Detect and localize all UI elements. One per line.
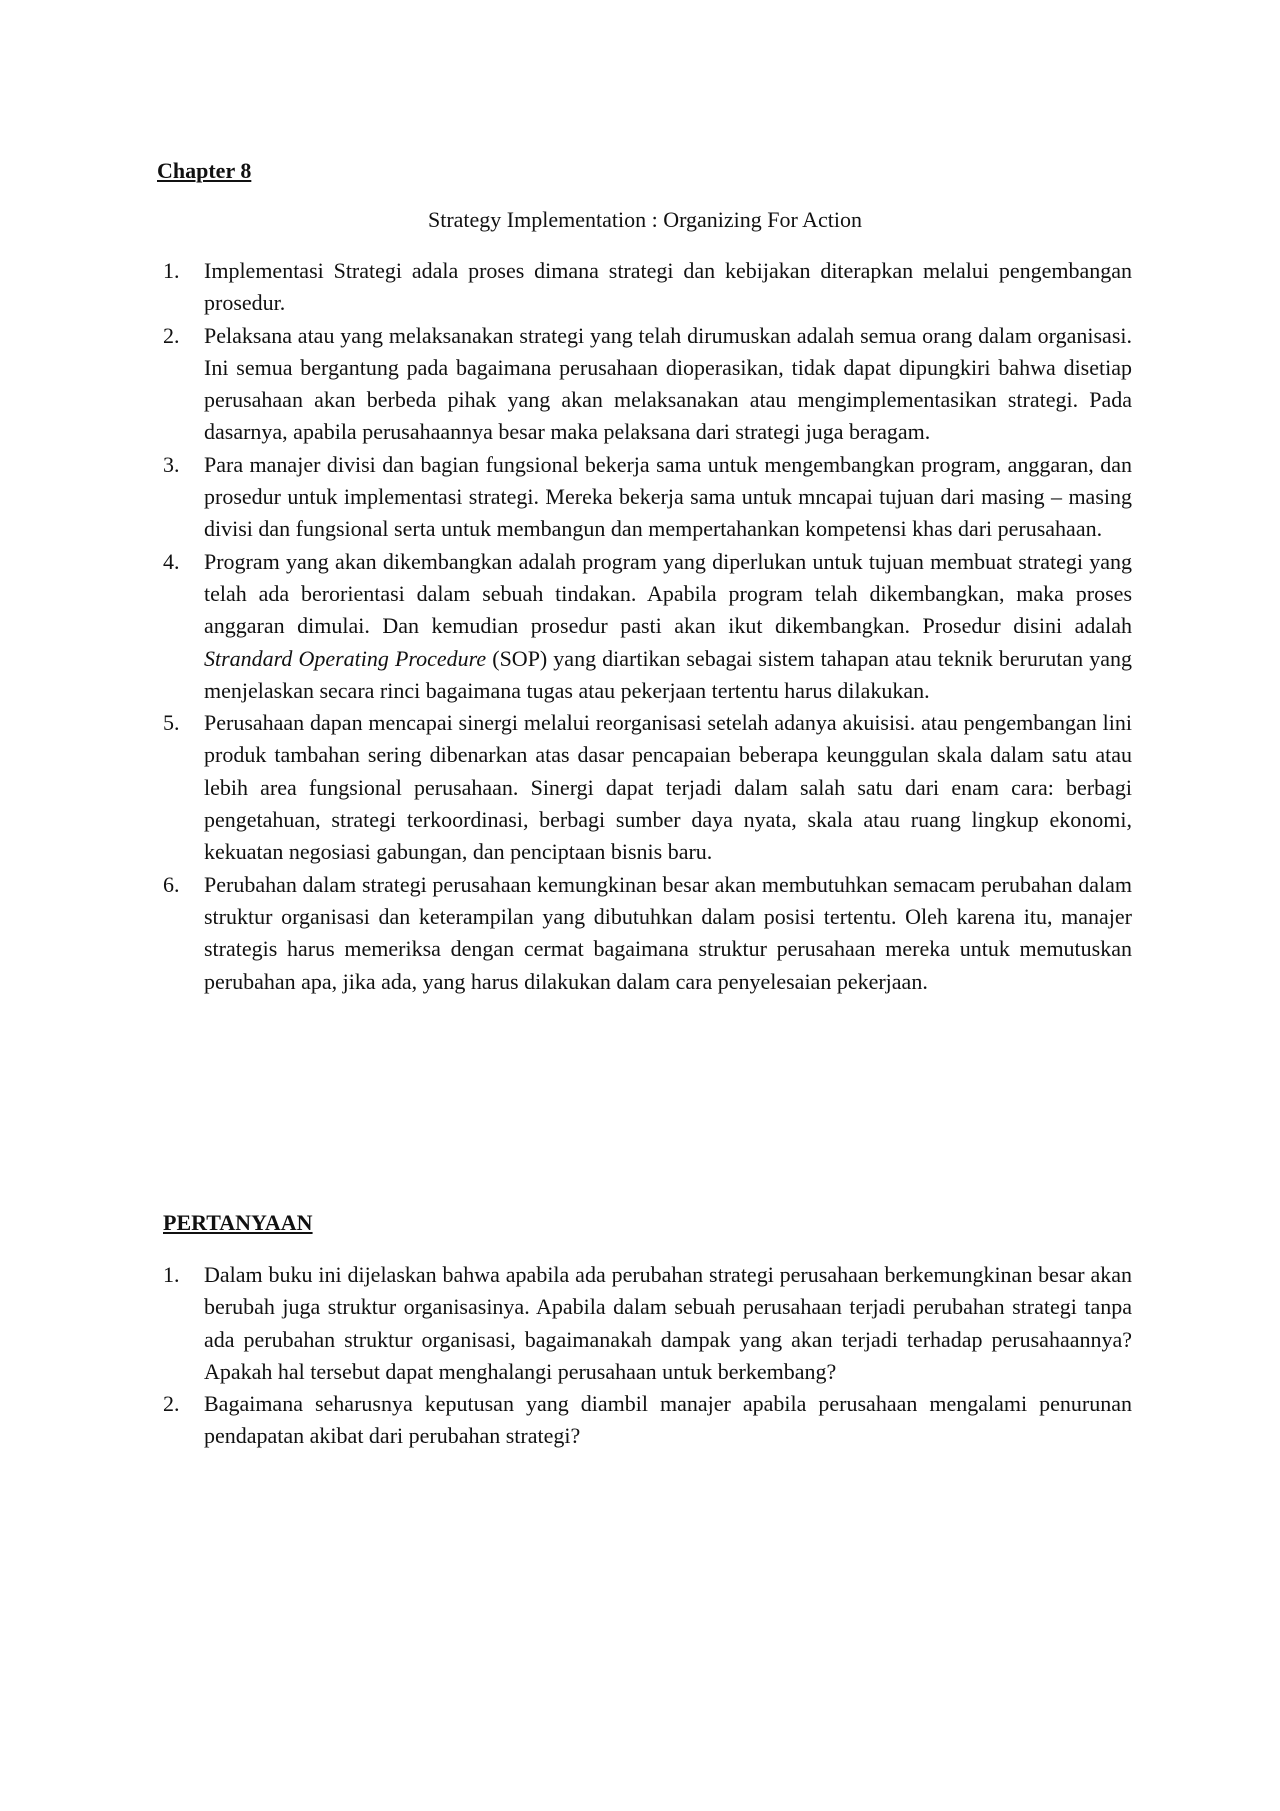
item-text-italic: Strandard Operating Procedure xyxy=(204,645,487,671)
list-item xyxy=(163,546,1132,707)
questions-list xyxy=(163,1259,1132,1453)
item-number: 2. xyxy=(163,322,180,348)
chapter-heading: Chapter 8 xyxy=(157,158,252,183)
item-text: Implementasi Strategi adala proses dimana strategi dan kebijakan diterapkan melalui pengembangan prosedur. xyxy=(204,258,1132,316)
list-item xyxy=(163,869,1132,998)
item-number: 5. xyxy=(163,710,180,736)
item-text: Perusahaan dapan mencapai sinergi melalui reorganisasi setelah adanya akuisisi. atau pengembangan lini produk tambahan sering dibenarkan atas dasar pencapaian beberapa keunggulan skala dalam satu atau lebih area fungsional perusahaan. Sinergi dapat terjadi dalam salah satu dari enam cara: berbagi pengetahuan, strategi terkoordinasi, berbagi sumber daya nyata, skala atau ruang lingkup ekonomi, kekuatan negosiasi gabungan, dan penciptaan bisnis baru. xyxy=(204,710,1132,865)
question-item xyxy=(163,1388,1132,1453)
item-text: Dalam buku ini dijelaskan bahwa apabila ada perubahan strategi perusahaan berkemungkinan besar akan berubah juga struktur organisasinya. Apabila dalam sebuah perusahaan terjadi perubahan strategi tanpa ada perubahan struktur organisasi, bagaimanakah dampak yang akan terjadi terhadap perusahaannya? Apakah hal tersebut dapat menghalangi perusahaan untuk berkembang? xyxy=(204,1262,1132,1384)
chapter-subtitle: Strategy Implementation : Organizing For Action xyxy=(427,207,863,232)
item-number: 3. xyxy=(163,451,180,477)
item-text: Para manajer divisi dan bagian fungsional bekerja sama untuk mengembangkan program, anggaran, dan prosedur untuk implementasi strategi. Mereka bekerja sama untuk mncapai tujuan dari masing – masing divisi dan fungsional serta untuk membangun dan mempertahankan kompetensi khas dari perusahaan. xyxy=(204,451,1132,542)
item-number: 4. xyxy=(163,548,180,574)
list-item xyxy=(163,707,1132,868)
item-text: Program yang akan dikembangkan adalah program yang diperlukan untuk tujuan membuat strategi yang telah ada berorientasi dalam sebuah tindakan. Apabila program telah dikembangkan, maka proses anggaran dimulai. Dan kemudian prosedur pasti akan ikut dikembangkan. Prosedur disini adalah xyxy=(204,548,1132,639)
item-text: Perubahan dalam strategi perusahaan kemungkinan besar akan membutuhkan semacam perubahan dalam struktur organisasi dan keterampilan yang dibutuhkan dalam posisi tertentu. Oleh karena itu, manajer strategis harus memeriksa dengan cermat bagaimana struktur perusahaan mereka untuk memutuskan perubahan apa, jika ada, yang harus dilakukan dalam cara penyelesaian pekerjaan. xyxy=(204,871,1132,994)
item-number: 2. xyxy=(163,1391,180,1417)
list-item xyxy=(163,255,1132,320)
item-number: 1. xyxy=(163,1262,180,1287)
item-text: Pelaksana atau yang melaksanakan strategi yang telah dirumuskan adalah semua orang dalam organisasi. Ini semua bergantung pada bagaimana perusahaan dioperasikan, tidak dapat dipungkiri bahwa disetiap perusahaan akan berbeda pihak yang akan melaksanakan atau mengimplementasikan strategi. Pada dasarnya, apabila perusahaannya besar maka pelaksana dari strategi juga beragam. xyxy=(204,322,1132,445)
questions-heading: PERTANYAAN xyxy=(163,1210,313,1235)
summary-list xyxy=(163,255,1132,998)
item-text: (SOP) yang diartikan sebagai sistem tahapan atau teknik berurutan yang menjelaskan secara rinci bagaimana tugas atau pekerjaan tertentu harus dilakukan. xyxy=(204,645,1132,703)
list-item xyxy=(163,449,1132,546)
item-number: 6. xyxy=(163,871,180,897)
question-item xyxy=(163,1259,1132,1388)
list-item xyxy=(163,320,1132,449)
item-text: Bagaimana seharusnya keputusan yang diambil manajer apabila perusahaan mengalami penurunan pendapatan akibat dari perubahan strategi? xyxy=(204,1391,1132,1449)
item-number: 1. xyxy=(163,258,180,283)
